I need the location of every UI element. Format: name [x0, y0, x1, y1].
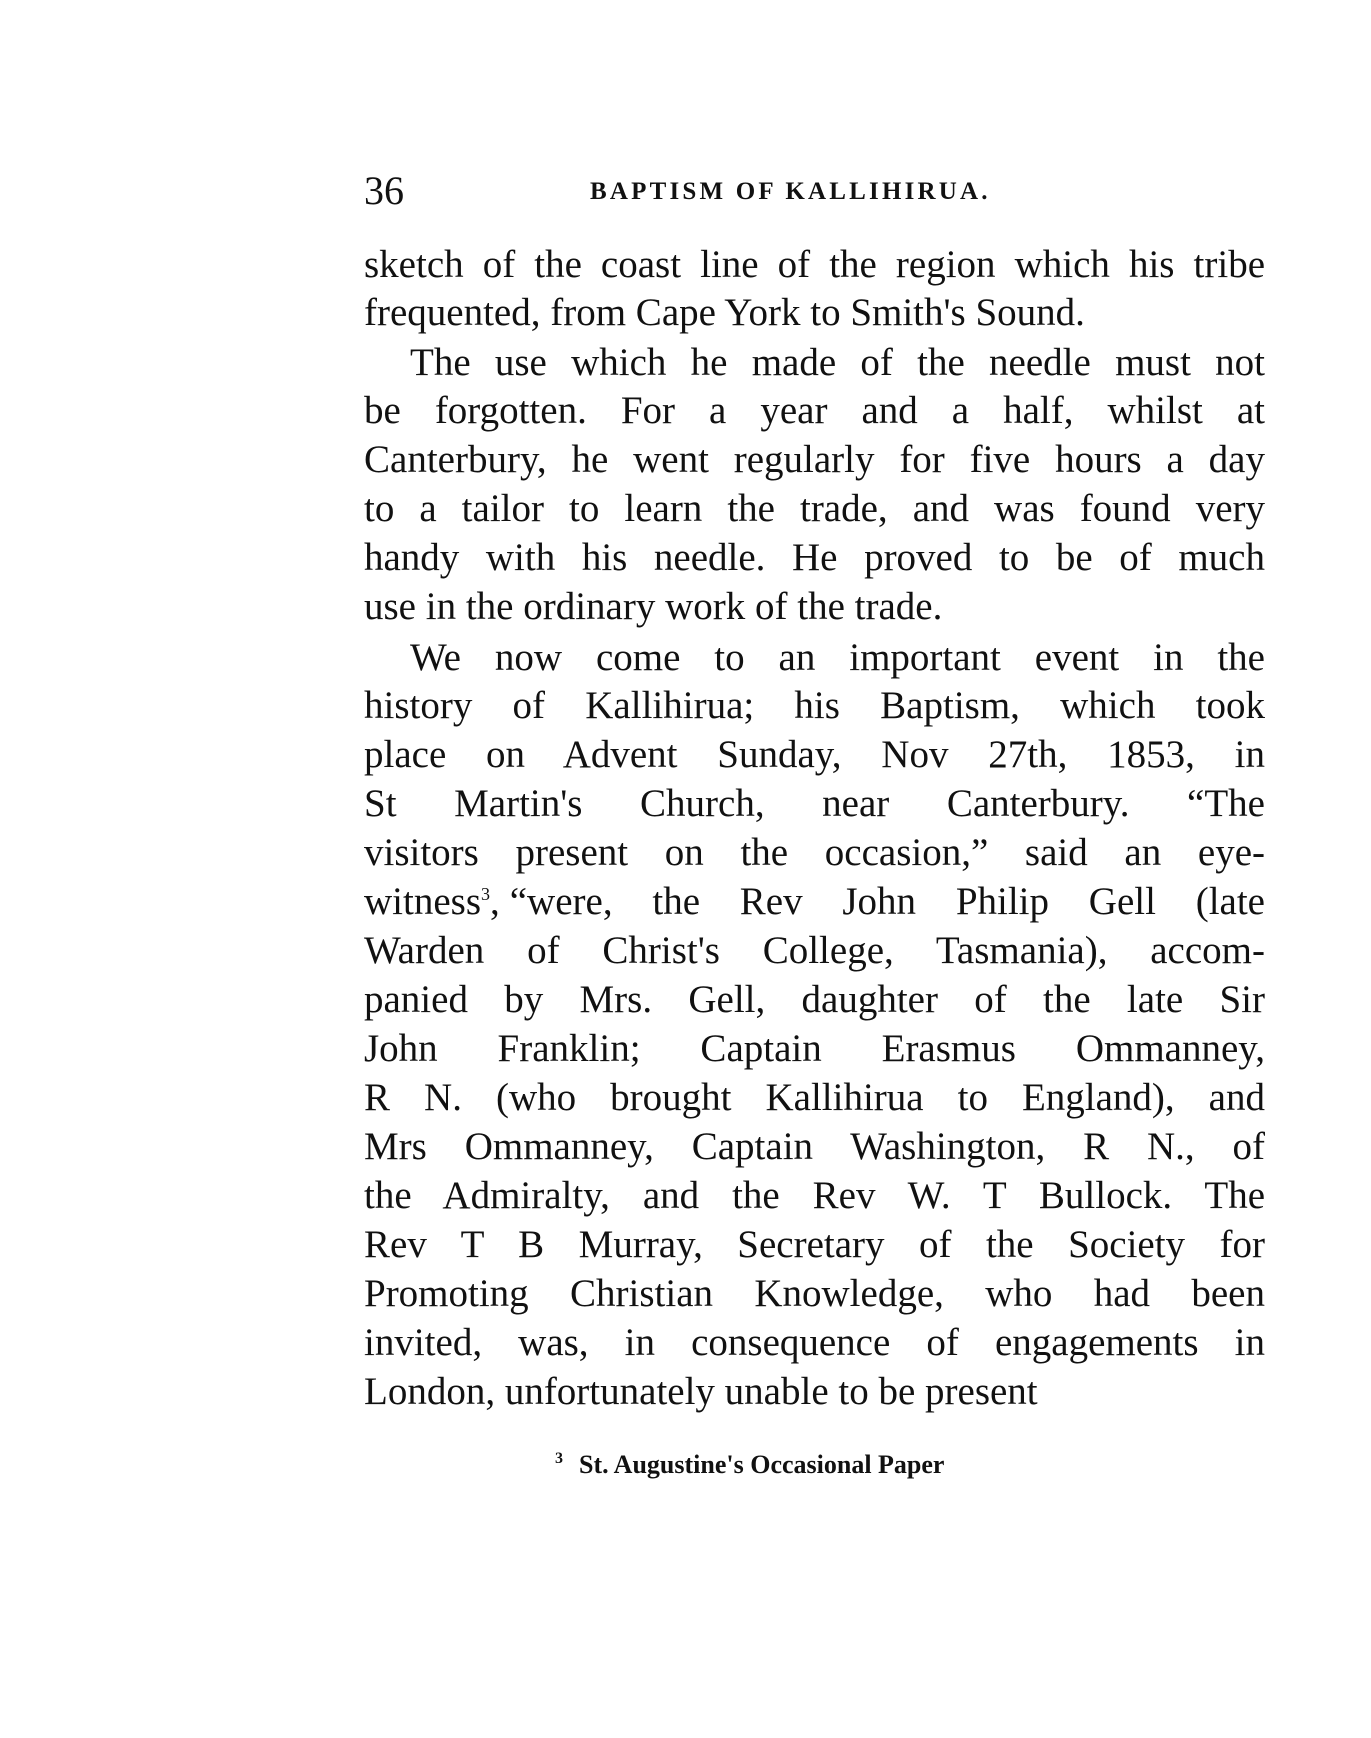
- text-line: Warden of Christ's College, Tasmania), accom-: [364, 929, 1265, 972]
- text-line: Rev T B Murray, Secretary of the Society for: [364, 1223, 1265, 1266]
- text-line: Canterbury, he went regularly for five hours a day: [364, 438, 1265, 481]
- witness-word: witness$^3$,: [364, 880, 500, 923]
- text-line: St Martin's Church, near Canterbury. “The: [364, 782, 1265, 825]
- text-line: to a tailor to learn the trade, and was found very: [364, 487, 1265, 530]
- text-line: the Admiralty, and the Rev W. T Bullock. The: [364, 1174, 1265, 1217]
- text-line: handy with his needle. He proved to be of much: [364, 536, 1265, 579]
- text-line: Mrs Ommanney, Captain Washington, R N., of: [364, 1125, 1265, 1168]
- text-line: London, unfortunately unable to be present: [364, 1370, 1038, 1413]
- page-number: 36: [364, 168, 404, 213]
- text-line: use in the ordinary work of the trade.: [364, 585, 943, 628]
- footnote-reference[interactable]: 3: [481, 884, 490, 904]
- text-line: invited, was, in consequence of engagements in: [364, 1321, 1265, 1364]
- text-line: R N. (who brought Kallihirua to England), and: [364, 1076, 1265, 1119]
- text-line: John Franklin; Captain Erasmus Ommanney,: [364, 1027, 1265, 1070]
- text-line: be forgotten. For a year and a half, whilst at: [364, 389, 1265, 432]
- text-line: Promoting Christian Knowledge, who had been: [364, 1272, 1265, 1315]
- text-line: panied by Mrs. Gell, daughter of the late Sir: [364, 978, 1265, 1021]
- text-line-rest: “were, the Rev John Philip Gell (late: [509, 880, 1265, 923]
- running-title: BAPTISM OF KALLIHIRUA.: [590, 178, 991, 205]
- text-line: sketch of the coast line of the region which his tribe: [364, 243, 1265, 286]
- paragraph-first-line: The use which he made of the needle must not: [410, 341, 1265, 384]
- text-line: history of Kallihirua; his Baptism, which took: [364, 684, 1265, 727]
- footnote-text: St. Augustine's Occasional Paper: [579, 1450, 945, 1479]
- text-line-with-note: [364, 878, 1265, 926]
- text-line: visitors present on the occasion,” said an eye-: [364, 831, 1265, 874]
- text-line: place on Advent Sunday, Nov 27th, 1853, in: [364, 733, 1265, 776]
- text-line: frequented, from Cape York to Smith's Sound.: [364, 291, 1085, 334]
- running-head: [364, 166, 1264, 216]
- paragraph-first-line: We now come to an important event in the: [410, 636, 1265, 679]
- footnote: [555, 1448, 944, 1482]
- footnote-marker: 3: [555, 1450, 563, 1468]
